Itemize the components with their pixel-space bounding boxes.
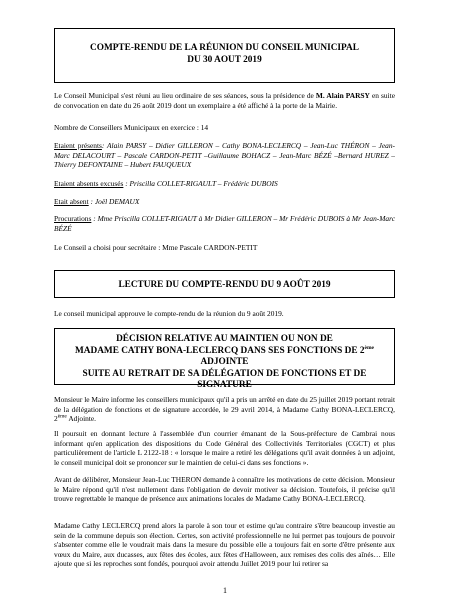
absent-label: Etait absent: [54, 197, 89, 206]
section2-title-line2: MADAME CATHY BONA-LECLERCQ DANS SES FONCTIONS DE 2ème ADJOINTE: [75, 344, 374, 367]
report-title: COMPTE-RENDU DE LA RÉUNION DU CONSEIL MUNICIPAL: [90, 43, 359, 53]
report-date: DU 30 AOUT 2019: [187, 55, 262, 65]
decision-paragraph-3: Avant de délibérer, Monsieur Jean-Luc THERON demande à connaître les motivations de cette décision. Monsieur le Maire répond qu'il n'est nullement dans l'obligation de devoir motiver sa décision. Toutefois, il précise qu'il trouve regrettable le manque de présence aux animations locales de Madame Cathy BONA-LECLERCQ.: [54, 475, 395, 504]
header-box: [54, 28, 395, 83]
presents-names: : Alain PARSY – Didier GILLERON – Cathy BONA-LECLERCQ – Jean-Luc THÉRON – Jean-Marc DELACOURT – Pascale CARDON-PETIT –Guillaume BOHACZ – Jean-Marc BÉZÉ –Bernard HUREZ – Thierry DEFONTAINE – Hubert FAUQUEUX: [54, 141, 396, 170]
procurations-label: Procurations: [54, 214, 92, 223]
section2-title-line1: DÉCISION RELATIVE AU MAINTIEN OU NON DE: [116, 334, 333, 344]
president-name: M. Alain PARSY: [315, 91, 370, 100]
secretary-paragraph: Le Conseil a choisi pour secrétaire : Mme Pascale CARDON-PETIT: [54, 243, 258, 252]
section2-title-line3: SUITE AU RETRAIT DE SA DÉLÉGATION DE FONCTIONS ET DE SIGNATURE: [82, 368, 367, 390]
councillor-count: Nombre de Conseillers Municipaux en exercice : 14: [54, 123, 209, 132]
excuses-names: : Priscilla COLLET-RIGAULT – Frédéric DUBOIS: [123, 179, 278, 188]
decision-paragraph-1: Monsieur le Maire informe les conseillers municipaux qu'il a pris un arrêté en date du 25 juillet 2019 portant retrait de la délégation de fonctions et de signature accordée, le 29 avril 2014, à Madame Cathy BONA-LECLERCQ, 2ème Adjointe.: [54, 395, 395, 424]
presents-paragraph: [54, 141, 395, 170]
intro-paragraph: Le Conseil Municipal s'est réuni au lieu ordinaire de ses séances, sous la présidence de M. Alain PARSY en suite de convocation en date du 26 août 2019 dont un exemplaire a été affiché à la porte de la Mairie.: [54, 91, 395, 110]
decision-paragraph-4: Madame Cathy LECLERCQ prend alors la parole à son tour et estime qu'au contraire s'être beaucoup investie au sein de la commune depuis son élection. Certes, son activité professionnelle ne lui permet pas toujours de pouvoir s'absenter comme elle le voudrait mais dans la mesure du possible elle a toujours fait en sorte d'être présente aux vœux du Maire, aux ducasses, aux fêtes des écoles, aux fêtes d'Halloween, aux remises des colis des aînés… Elle ajoute que si les reproches sont fondés, pourquoi avoir attendu Juillet 2019 pour lui retirer sa: [54, 521, 395, 569]
procurations-paragraph: [54, 214, 395, 233]
section2-title-box: [54, 328, 395, 390]
excuses-label: Etaient absents excusés: [54, 179, 124, 188]
presents-label: Etaient présents: [54, 141, 102, 150]
absent-names: : Joël DEMAUX: [88, 197, 140, 206]
section1-title: LECTURE DU COMPTE-RENDU DU 9 AOÛT 2019: [118, 280, 331, 290]
procurations-names: : Mme Priscilla COLLET-RIGAUT à Mr Didier GILLERON – Mr Frédéric DUBOIS à Mr Jean-Marc BÉZÉ: [54, 214, 395, 233]
decision-paragraph-2: Il poursuit en donnant lecture à l'assemblée d'un courrier émanant de la Sous-préfecture de Cambrai nous informant qu'en application des dispositions du Code Général des Collectivités Territoriales (CGCT) et plus particulièrement de l'article L 2122-18 : « lorsque le maire a retiré les délégations qu'il avait données à un adjoint, le conseil municipal doit se prononcer sur le maintien de celui-ci dans ses fonctions ».: [54, 429, 395, 467]
excuses-paragraph: [54, 179, 395, 189]
absent-paragraph: [54, 197, 395, 207]
section1-text: Le conseil municipal approuve le compte-rendu de la réunion du 9 août 2019.: [54, 309, 284, 318]
section1-title-box: [54, 270, 395, 298]
page-number: 1: [223, 586, 227, 595]
